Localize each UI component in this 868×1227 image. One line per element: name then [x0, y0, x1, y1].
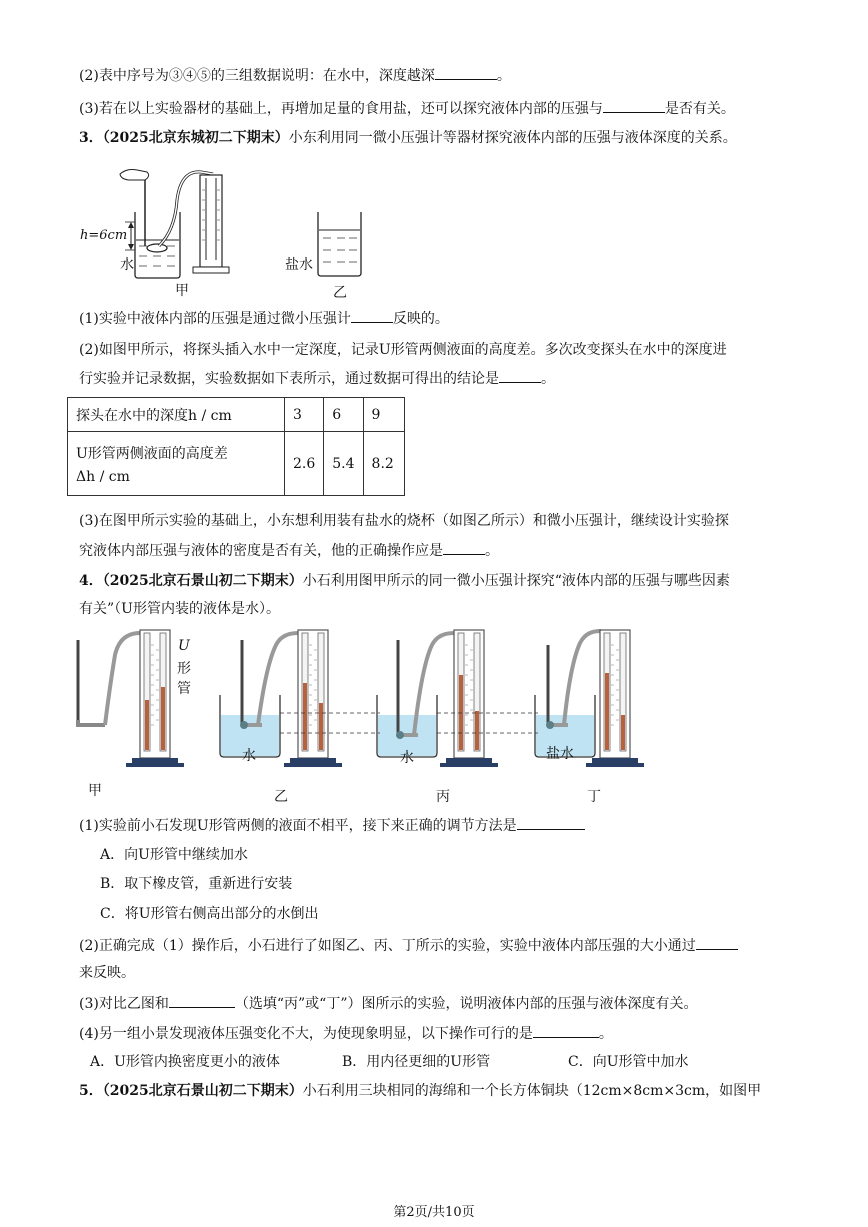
q5-stem [79, 1081, 761, 1101]
q3-3-line-b [79, 540, 499, 561]
option-c: C．向U形管中加水 [568, 1054, 689, 1070]
answer-blank[interactable] [517, 815, 585, 830]
q2-2-line [79, 65, 511, 86]
figure-label-yi: 乙 [333, 285, 347, 301]
salt-water-label-ding: 盐水 [546, 746, 574, 762]
table-header-height-diff [68, 432, 285, 496]
q4-2-line-a [79, 935, 738, 956]
q4-3-end: （选填“丙”或“丁”）图所示的实验，说明液体内部的压强与液体深度有关。 [234, 996, 698, 1012]
table-row [68, 398, 405, 432]
answer-blank[interactable] [169, 993, 235, 1008]
q3-3-text: 究液体内部压强与液体的密度是否有关，他的正确操作应是 [79, 543, 443, 559]
q4-2-line-b: 来反映。 [79, 965, 135, 981]
q3-2-end: 。 [541, 371, 555, 387]
q2-3-end: 是否有关。 [664, 101, 735, 117]
q4-1-line [79, 815, 585, 836]
option-a: A．U形管内换密度更小的液体 [90, 1054, 280, 1070]
q5-text: 小石利用三块相同的海绵和一个长方体铜块（12cm×8cm×3cm，如图甲 [302, 1083, 762, 1099]
q4-1-text: (1)实验前小石发现U形管两侧的液面不相平，接下来正确的调节方法是 [79, 818, 517, 834]
table-cell: 3 [285, 398, 324, 432]
page-footer: 第2页/共10页 [393, 1205, 475, 1220]
q3-stem [79, 128, 737, 148]
q4-4-line [79, 1023, 613, 1044]
table-header-depth: 探头在水中的深度h / cm [68, 398, 285, 432]
q2-2-text: (2)表中序号为③④⑤的三组数据说明：在水中，深度越深 [79, 68, 435, 84]
q4-stem-2: 有关”（U形管内装的液体是水）。 [79, 601, 280, 617]
answer-blank[interactable] [351, 308, 393, 323]
u-tube-label-2: 形 [177, 661, 191, 677]
q3-3-end: 。 [485, 543, 499, 559]
q3-1-line [79, 308, 449, 329]
q4-3-line [79, 993, 697, 1014]
water-label-bing: 水 [400, 750, 414, 766]
table-cell: 8.2 [363, 432, 404, 496]
table-cell: 5.4 [324, 432, 363, 496]
q4-text: 小石利用图甲所示的同一微小压强计探究“液体内部的压强与哪些因素 [302, 573, 730, 589]
answer-blank[interactable] [443, 540, 485, 555]
option-b: B．取下橡皮管，重新进行安装 [100, 876, 293, 892]
salt-water-label: 盐水 [285, 257, 313, 273]
answer-blank[interactable] [533, 1023, 599, 1038]
table-header-line: Δh / cm [76, 468, 130, 485]
q4-number: 4． [79, 573, 103, 589]
answer-blank[interactable] [696, 935, 738, 950]
figure-label-jia: 甲 [175, 283, 189, 299]
table-cell: 9 [363, 398, 404, 432]
option-a: A．向U形管中继续加水 [100, 847, 248, 863]
q3-1-end: 反映的。 [392, 311, 449, 327]
q4-3-text: (3)对比乙图和 [79, 996, 169, 1012]
q4-source: （2025北京石景山初二下期末） [102, 573, 303, 589]
q5-number: 5． [79, 1083, 103, 1099]
q3-text: 小东利用同一微小压强计等器材探究液体内部的压强与液体深度的关系。 [288, 130, 737, 146]
figure-label-yi: 乙 [274, 789, 288, 805]
answer-blank[interactable] [603, 98, 665, 113]
table-cell: 2.6 [285, 432, 324, 496]
table-row [68, 432, 405, 496]
u-tube-label-3: 管 [177, 681, 191, 697]
option-c: C．将U形管右侧高出部分的水倒出 [100, 906, 319, 922]
water-label-yi: 水 [242, 748, 256, 764]
q5-source: （2025北京石景山初二下期末） [102, 1083, 303, 1099]
option-b: B．用内径更细的U形管 [342, 1054, 491, 1070]
q3-2-text: 行实验并记录数据，实验数据如下表所示，通过数据可得出的结论是 [79, 371, 499, 387]
answer-blank[interactable] [435, 65, 497, 80]
q3-number: 3． [79, 130, 103, 146]
q2-3-line [79, 98, 735, 119]
q2-3-text: (3)若在以上实验器材的基础上，再增加足量的食用盐，还可以探究液体内部的压强与 [79, 101, 603, 117]
table-header-line: U形管两侧液面的高度差 [76, 445, 228, 462]
u-tube-label-1: U [178, 638, 190, 654]
q2-2-end: 。 [496, 68, 511, 84]
q4-stem [79, 571, 730, 591]
data-table [67, 397, 405, 496]
q4-2-text: (2)正确完成（1）操作后，小石进行了如图乙、丙、丁所示的实验，实验中液体内部压强的大小通过 [79, 938, 696, 954]
q3-2-line-b [79, 368, 555, 389]
q3-1-text: (1)实验中液体内部的压强是通过微小压强计 [79, 311, 351, 327]
table-cell: 6 [324, 398, 363, 432]
q3-2-line-a: (2)如图甲所示，将探头插入水中一定深度，记录U形管两侧液面的高度差。多次改变探头在水中的深度进 [79, 342, 727, 358]
depth-label: h=6cm [80, 228, 128, 243]
figure-label-ding: 丁 [587, 789, 601, 805]
q4-4-text: (4)另一组小景发现液体压强变化不大，为使现象明显，以下操作可行的是 [79, 1026, 533, 1042]
figure-label-bing: 丙 [436, 789, 450, 805]
q3-3-line-a: (3)在图甲所示实验的基础上，小东想利用装有盐水的烧杯（如图乙所示）和微小压强计，继续设计实验探 [79, 513, 729, 529]
q4-4-end: 。 [598, 1026, 613, 1042]
answer-blank[interactable] [499, 368, 541, 383]
water-label: 水 [120, 257, 134, 273]
figure-label-jia: 甲 [88, 783, 102, 799]
q3-source: （2025北京东城初二下期末） [102, 130, 289, 146]
